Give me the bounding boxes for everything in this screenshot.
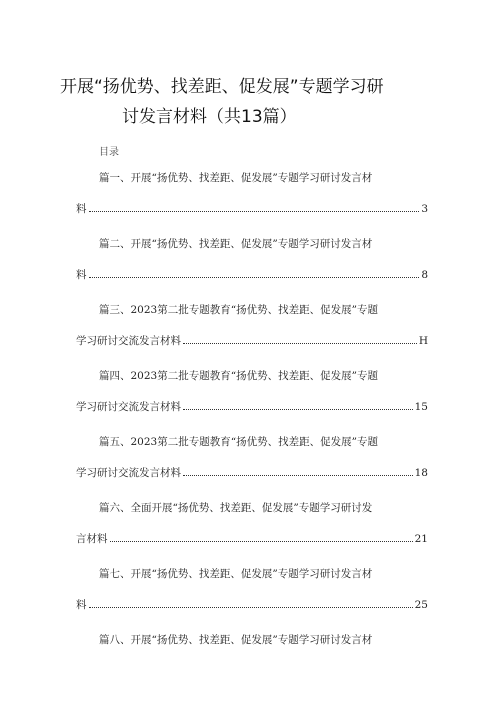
toc-entry-title-cont: 学习研讨交流发言材料	[76, 401, 181, 413]
toc-entry[interactable]	[0, 429, 500, 495]
toc-entry-title-cont: 料	[76, 599, 87, 611]
toc-entry-title: 篇一、开展“扬优势、找差距、促发展”专题学习研讨发言材	[99, 172, 373, 184]
toc-entry-title: 篇三、2023第二批专题教育“扬优势、找差距、促发展”专题	[99, 304, 378, 316]
toc-leader-dots	[89, 210, 420, 212]
toc-entry-title: 篇四、2023第二批专题教育“扬优势、找差距、促发展”专题	[99, 370, 378, 382]
toc-page-number: H	[418, 335, 428, 347]
toc-leader-dots	[89, 276, 420, 278]
title-line-1: 开展“扬优势、找差距、促发展”专题学习研	[60, 77, 384, 97]
toc-entry[interactable]	[0, 627, 500, 693]
toc-entry[interactable]	[0, 561, 500, 627]
toc-entry[interactable]	[0, 495, 500, 561]
toc-leader-dots	[110, 540, 413, 542]
toc-leader-dots	[183, 474, 413, 476]
toc-entry-title-cont: 料	[76, 269, 87, 281]
toc-entry-title: 篇六、全面开展“扬优势、找差距、促发展”专题学习研讨发	[99, 502, 373, 514]
toc-page-number: 15	[414, 401, 428, 413]
toc-entry-title: 篇五、2023第二批专题教育“扬优势、找差距、促发展”专题	[99, 436, 378, 448]
toc-leader-dots	[183, 408, 413, 410]
toc-heading: 目录	[99, 147, 119, 158]
toc-entry[interactable]	[0, 363, 500, 429]
toc-entry[interactable]	[0, 297, 500, 363]
toc-entry-title-cont: 学习研讨交流发言材料	[76, 467, 181, 479]
toc-entry-title: 篇七、开展“扬优势、找差距、促发展”专题学习研讨发言材	[99, 568, 373, 580]
toc-leader-dots	[183, 342, 417, 344]
toc-page-number: 25	[414, 599, 428, 611]
toc-entry[interactable]	[0, 165, 500, 231]
toc-entry[interactable]	[0, 231, 500, 297]
toc-page-number: 8	[421, 269, 428, 281]
toc-leader-dots	[89, 606, 413, 608]
toc-page-number: 3	[421, 203, 428, 215]
toc-page-number: 21	[414, 533, 428, 545]
toc-entry-title-cont: 学习研讨交流发言材料	[76, 335, 181, 347]
toc-entry-title: 篇八、开展“扬优势、找差距、促发展”专题学习研讨发言材	[99, 634, 373, 646]
toc-entry-title-cont: 料	[76, 203, 87, 215]
toc-page-number: 18	[414, 467, 428, 479]
document-title	[60, 72, 440, 132]
title-line-2: 讨发言材料（共13篇）	[122, 107, 297, 127]
toc-entry-title: 篇二、开展“扬优势、找差距、促发展”专题学习研讨发言材	[99, 238, 373, 250]
table-of-contents	[0, 165, 500, 693]
toc-entry-title-cont: 言材料	[76, 533, 108, 545]
